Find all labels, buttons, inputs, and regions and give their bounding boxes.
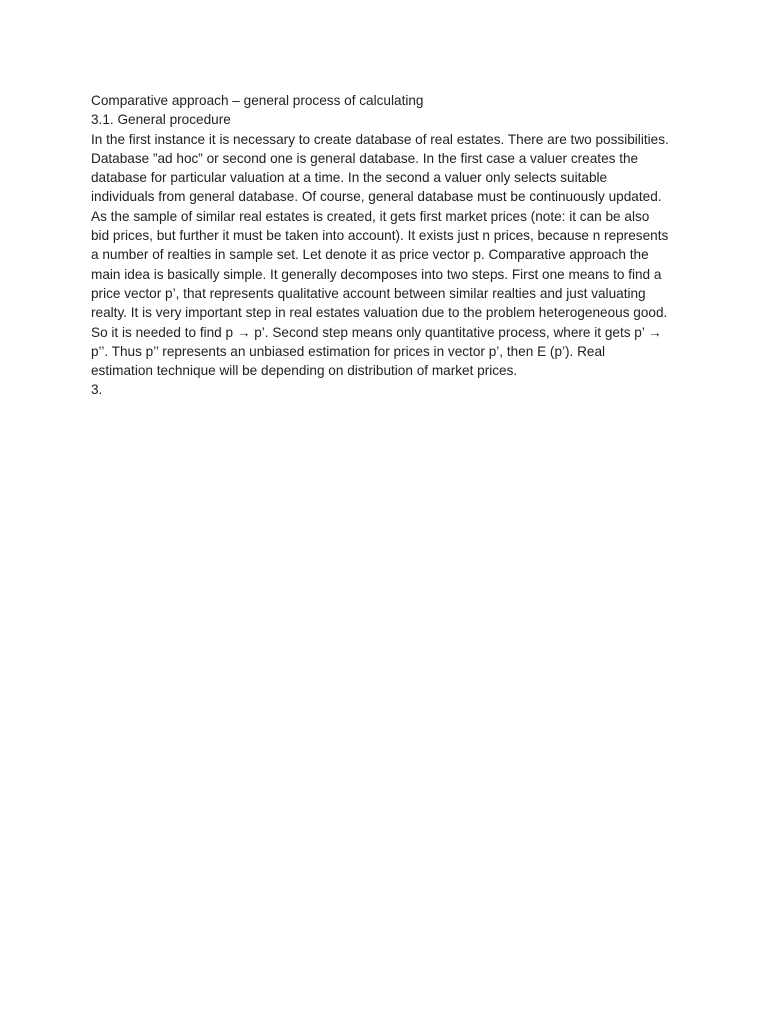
- document-body: [91, 91, 691, 400]
- paragraph-line: Database ”ad hoc” or second one is general database. In the first case a valuer creates the: [91, 150, 639, 166]
- paragraph: [91, 130, 691, 381]
- paragraph-line: So it is needed to find p → p’. Second step means only quantitative process, where it gets p’ →: [91, 324, 662, 340]
- paragraph-line: price vector p’, that represents qualitative account between similar realties and just valuating: [91, 285, 646, 301]
- paragraph-line: As the sample of similar real estates is created, it gets first market prices (note: it can be also: [91, 208, 650, 224]
- paragraph-line: estimation technique will be depending on distribution of market prices.: [91, 363, 518, 379]
- paragraph-line: In the first instance it is necessary to create database of real estates. There are two possibilities.: [91, 131, 669, 147]
- document-title: Comparative approach – general process of calculating: [91, 93, 424, 108]
- paragraph-line: bid prices, but further it must be taken into account). It exists just n prices, because n represents: [91, 228, 669, 244]
- next-section-number: 3.: [91, 382, 103, 398]
- paragraph-line: a number of realties in sample set. Let denote it as price vector p. Comparative approach the: [91, 247, 649, 263]
- paragraph-line: realty. It is very important step in real estates valuation due to the problem heterogeneous good.: [91, 305, 668, 321]
- paragraph-line: p’’. Thus p’’ represents an unbiased estimation for prices in vector p’, then E (p’). Real: [91, 343, 606, 359]
- paragraph-line: main idea is basically simple. It generally decomposes into two steps. First one means to find a: [91, 266, 662, 282]
- section-heading: 3.1. General procedure: [91, 112, 231, 128]
- paragraph-line: database for particular valuation at a time. In the second a valuer only selects suitable: [91, 170, 608, 186]
- paragraph-line: individuals from general database. Of course, general database must be continuously updated.: [91, 189, 662, 205]
